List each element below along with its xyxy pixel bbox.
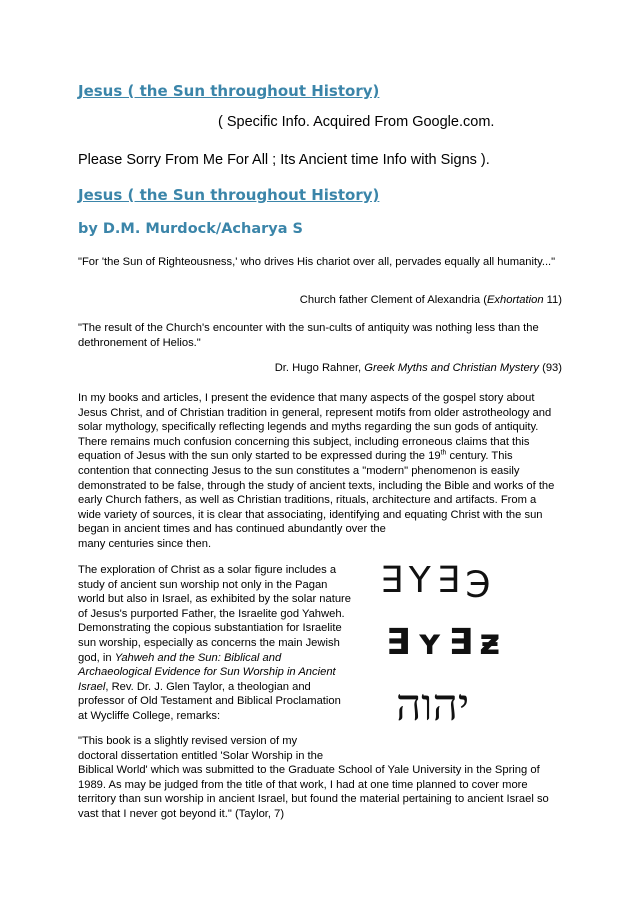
paragraph-exploration-text-b: , Rev. Dr. J. Glen Taylor, a theologian and professor of Old Testament and Biblical Proclamation at Wycliffe College, remarks: xyxy=(78,680,341,722)
paragraph-intro-last-line: many centuries since then. xyxy=(78,537,212,550)
book-title: Yahweh and the Sun: Biblical and Archaeological Evidence for Sun Worship in Ancient Israel xyxy=(78,651,336,693)
yahweh-scripts-figure xyxy=(370,558,560,738)
attribution-reference: 11) xyxy=(543,294,562,306)
attribution-reference: (93) xyxy=(538,362,562,374)
paragraph-intro-body xyxy=(78,391,560,537)
author-byline: by D.M. Murdock/Acharya S xyxy=(78,221,303,237)
attribution-text: Dr. Hugo Rahner, xyxy=(274,362,365,374)
paleo-hebrew-script: ∃Y∃℈ xyxy=(380,560,497,601)
quote-rahner-attribution xyxy=(78,361,562,376)
quote-clement xyxy=(78,255,556,270)
quote-rahner xyxy=(78,321,558,350)
title-heading-1: Jesus ( the Sun throughout History) xyxy=(78,82,380,100)
quote-rahner-text: "The result of the Church's encounter with the sun-cults of antiquity was nothing less than the dethronement of Helios." xyxy=(78,322,539,349)
quote-taylor xyxy=(78,734,560,822)
source-note-line-1: ( Specific Info. Acquired From Google.com. xyxy=(218,114,495,130)
paragraph-intro xyxy=(78,391,560,552)
quote-clement-text: "For 'the Sun of Righteousness,' who drives His chariot over all, pervades equally all humanity..." xyxy=(78,256,556,268)
paragraph-exploration-body xyxy=(78,563,352,724)
paragraph-exploration xyxy=(78,563,352,724)
title-heading-2: Jesus ( the Sun throughout History) xyxy=(78,186,380,204)
old-hebrew-script: ∃ʏ∃ƶ xyxy=(386,622,507,663)
quote-clement-attribution xyxy=(78,293,562,308)
quote-taylor-line-2: doctoral dissertation entitled 'Solar Worship in the xyxy=(78,749,324,762)
quote-taylor-line-1: "This book is a slightly revised version of my xyxy=(78,735,298,747)
paragraph-intro-text-a: In my books and articles, I present the evidence that many aspects of the gospel story about Jesus Christ, and of Christian tradition in general, represent motifs from older astrotheology and solar mythology, specifically reflecting legends and myths regarding the sun gods of antiquity. There remains much confusion concerning this subject, including erroneous claims that this equation of Jesus with the sun only started to be expressed during the 19 xyxy=(78,392,552,463)
quote-taylor-rest: Biblical World' which was submitted to the Graduate School of Yale University in the Spring of 1989. As may be judged from the title of that work, I had at one time planned to cover more territory than sun worship in ancient Israel, but found the material pertaining to ancient Israel so vast that I never got beyond it." (Taylor, 7) xyxy=(78,764,549,820)
attribution-text: Church father Clement of Alexandria ( xyxy=(299,294,487,306)
paragraph-intro-text-b: century. This contention that connecting Jesus to the sun constitutes a "modern" phenomenon is easily demonstrated to be false, through the study of ancient texts, including the Bible and works of the early Church fathers, as well as Christian traditions, rituals, architecture and artifacts. From a wide variety of sources, it is clear that associating, identifying and equating Christ with the sun began in ancient times and has continued abundantly over the xyxy=(78,450,555,536)
paragraph-exploration-text-a: The exploration of Christ as a solar figure includes a study of ancient sun worship not only in the Pagan world but also in Israel, as exhibited by the solar nature of Jesus's purported Father, the Israelite god Yahweh. Demonstrating the copious substantiation for Israelite sun worship, especially as concerns the main Jewish god, in xyxy=(78,564,352,664)
attribution-work-title: Exhortation xyxy=(486,294,544,306)
source-note-line-2: Please Sorry From Me For All ; Its Ancient time Info with Signs ). xyxy=(78,152,490,168)
ordinal-suffix: th xyxy=(440,449,447,457)
attribution-work-title: Greek Myths and Christian Mystery xyxy=(364,362,539,374)
hebrew-yhwh-script: יהוה xyxy=(396,680,470,731)
